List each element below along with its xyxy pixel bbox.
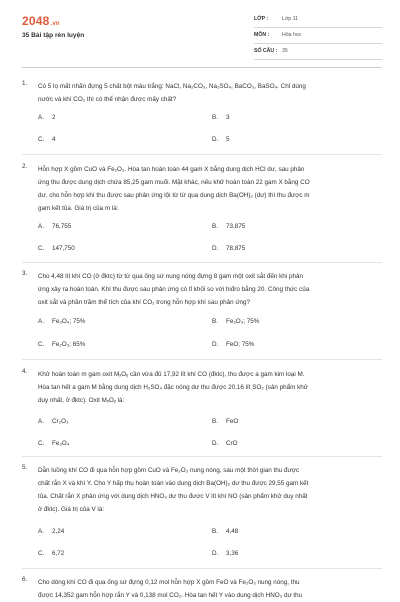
logo-text: 2048	[22, 14, 50, 28]
option-text: 76,755	[52, 223, 72, 230]
option-text: FeO; 75%	[226, 341, 255, 348]
option-a[interactable]	[38, 318, 188, 325]
question-line: oxit sắt và phần trăm thể tích của khí CO₂ trong hỗn hợp khí sau phản ứng?	[38, 299, 251, 306]
option-text: Fe₃O₄	[52, 440, 70, 447]
option-a[interactable]	[38, 114, 188, 121]
option-letter: D.	[212, 136, 219, 143]
option-letter: B.	[212, 528, 218, 535]
question-number: 3.	[22, 270, 28, 277]
meta-value: Hóa học	[282, 32, 302, 38]
option-text: 4	[52, 136, 56, 143]
question-line: dư, cho hỗn hợp khí thu được sau phản ứng lội từ từ qua dung dịch Ba(OH)₂ (dư) thì thu được m	[38, 192, 310, 199]
meta-value: 35	[282, 48, 288, 54]
meta-table	[254, 12, 382, 60]
option-b[interactable]	[212, 528, 362, 535]
option-text: Fe₃O₄; 75%	[52, 318, 86, 325]
option-text: 147,750	[52, 245, 75, 252]
option-letter: A.	[38, 318, 44, 325]
question-line: Khử hoàn toàn m gam oxit MₓOᵧ cần vừa đủ 17,92 lít khí CO (đktc), thu được a gam kim loại M.	[38, 371, 305, 378]
option-a[interactable]	[38, 528, 188, 535]
option-text: 3	[226, 114, 230, 121]
option-letter: B.	[212, 318, 218, 325]
question-text	[38, 163, 382, 215]
option-text: Fe₂O₃; 75%	[226, 318, 260, 325]
option-d[interactable]	[212, 245, 362, 252]
question-line: duy nhất, ở đktc). Oxit MₓOᵧ là:	[38, 397, 125, 404]
header-divider	[22, 67, 382, 68]
question-number: 2.	[22, 163, 28, 170]
question-line: Hòa tan hết a gam M bằng dung dịch H₂SO₄ đặc nóng dư thu được 20,16 lít SO₂ (sản phẩm khử	[38, 384, 308, 391]
option-letter: C.	[38, 245, 45, 252]
question-text	[38, 368, 382, 407]
option-letter: B.	[212, 223, 218, 230]
document-title: 35 Bài tập rèn luyện	[22, 32, 85, 39]
question-text	[38, 80, 382, 106]
question-line: Dẫn luồng khí CO đi qua hỗn hợp gồm CuO và Fe₂O₃ nung nóng, sau một thời gian thu được	[38, 467, 300, 474]
question-number: 5.	[22, 464, 28, 471]
option-a[interactable]	[38, 418, 188, 425]
question-line: ứng xảy ra hoàn toàn. Khí thu được sau phản ứng có tỉ khối so với hiđro bằng 20. Công thức của	[38, 286, 310, 293]
option-letter: C.	[38, 136, 45, 143]
question-text	[38, 270, 382, 309]
question-line: Cho dòng khí CO đi qua ống sứ đựng 0,12 mol hỗn hợp X gồm FeO và Fe₂O₃ nung nóng, thu	[38, 579, 300, 586]
meta-label: SỐ CÂU :	[254, 48, 278, 54]
question-divider	[22, 359, 382, 360]
document-header	[22, 12, 382, 60]
option-letter: C.	[38, 550, 45, 557]
option-letter: A.	[38, 418, 44, 425]
question-number: 4.	[22, 368, 28, 375]
option-d[interactable]	[212, 550, 362, 557]
question-number: 6.	[22, 576, 28, 583]
option-letter: A.	[38, 528, 44, 535]
option-text: 73,875	[226, 223, 246, 230]
meta-row-grade	[254, 12, 382, 28]
logo-suffix: .vn	[50, 21, 60, 27]
option-c[interactable]	[38, 440, 188, 447]
option-c[interactable]	[38, 550, 188, 557]
option-a[interactable]	[38, 223, 188, 230]
option-letter: B.	[212, 418, 218, 425]
option-b[interactable]	[212, 223, 362, 230]
site-logo[interactable]	[22, 14, 60, 28]
option-letter: D.	[212, 440, 219, 447]
option-text: 4,48	[226, 528, 239, 535]
meta-label: LỚP :	[254, 16, 269, 22]
question-line: gam kết tủa. Giá trị của m là:	[38, 205, 119, 212]
option-letter: B.	[212, 114, 218, 121]
option-d[interactable]	[212, 341, 362, 348]
option-b[interactable]	[212, 114, 362, 121]
question-line: nước và khí CO₂ thì có thể nhận được mấy chất?	[38, 96, 177, 103]
option-text: 6,72	[52, 550, 65, 557]
option-text: 2,24	[52, 528, 65, 535]
option-letter: D.	[212, 341, 219, 348]
option-c[interactable]	[38, 341, 188, 348]
question-line: Cho 4,48 lít khí CO (ở đktc) từ từ qua ống sứ nung nóng đựng 8 gam một oxit sắt đến khi phản	[38, 273, 303, 280]
meta-label: MÔN :	[254, 32, 270, 38]
question-line: ứng thu được dung dịch chứa 85,25 gam muối. Mặt khác, nếu khử hoàn toàn 22 gam X bằng CO	[38, 179, 310, 186]
option-c[interactable]	[38, 136, 188, 143]
option-text: 2	[52, 114, 56, 121]
option-d[interactable]	[212, 136, 362, 143]
meta-row-count	[254, 44, 382, 60]
meta-value: Lớp 11	[282, 16, 298, 22]
question-line: Có 5 lọ mất nhãn đựng 5 chất bột màu trắng: NaCl, Na₂CO₃, Na₂SO₄, BaCO₃, BaSO₄. Chỉ dùng	[38, 83, 306, 90]
question-line: chất rắn X và khí Y. Cho Y hấp thụ hoàn toàn vào dung dịch Ba(OH)₂ dư thu được 29,55 gam kết	[38, 480, 309, 487]
option-text: Cr₂O₃	[52, 418, 69, 425]
option-letter: C.	[38, 440, 45, 447]
option-text: FeO	[226, 418, 239, 425]
meta-row-subject	[254, 28, 382, 44]
option-letter: C.	[38, 341, 45, 348]
option-b[interactable]	[212, 318, 362, 325]
option-text: CrO	[226, 440, 238, 447]
option-text: Fe₂O₃; 65%	[52, 341, 86, 348]
question-number: 1.	[22, 80, 28, 87]
option-text: 3,36	[226, 550, 239, 557]
question-text	[38, 464, 382, 516]
option-letter: A.	[38, 223, 44, 230]
option-d[interactable]	[212, 440, 362, 447]
question-line: được 14,352 gam hỗn hợp rắn Y và 0,138 mol CO₂. Hòa tan hết Y vào dung dịch HNO₃ dư thu	[38, 592, 303, 599]
option-text: 78,875	[226, 245, 246, 252]
question-divider	[22, 154, 382, 155]
question-divider	[22, 262, 382, 263]
question-line: Hỗn hợp X gồm CuO và Fe₂O₃. Hòa tan hoàn toàn 44 gam X bằng dung dịch HCl dư, sau phản	[38, 166, 305, 173]
question-text	[38, 576, 382, 602]
option-letter: D.	[212, 550, 219, 557]
question-line: tủa. Chất rắn X phản ứng với dung dịch HNO₃ dư thu được V lít khí NO (sản phẩm khử duy nhất	[38, 493, 308, 500]
question-divider	[22, 568, 382, 569]
question-line: ở đktc). Giá trị của V là:	[38, 506, 105, 513]
option-b[interactable]	[212, 418, 362, 425]
option-c[interactable]	[38, 245, 188, 252]
option-letter: D.	[212, 245, 219, 252]
option-text: 5	[226, 136, 230, 143]
question-divider	[22, 456, 382, 457]
option-letter: A.	[38, 114, 44, 121]
